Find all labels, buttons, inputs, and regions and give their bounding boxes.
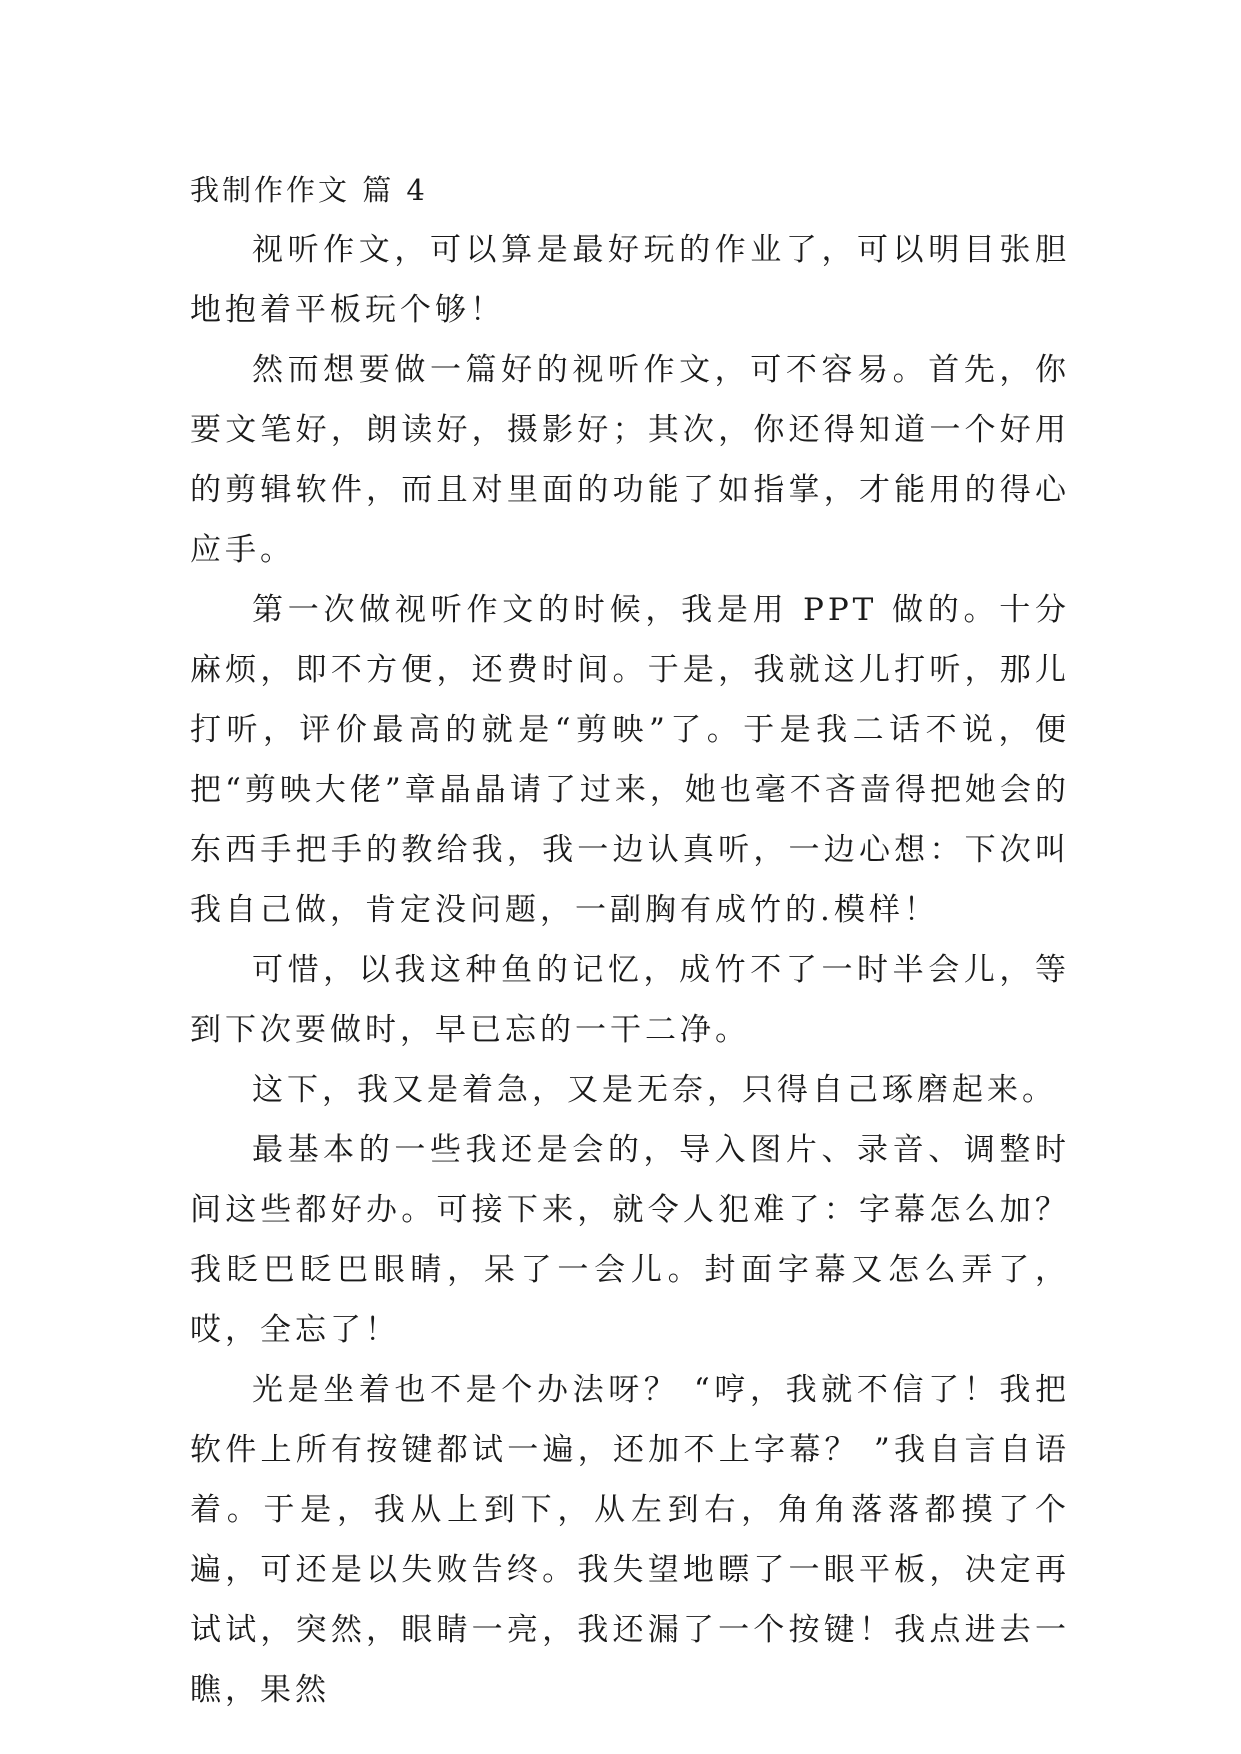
paragraph: 视听作文，可以算是最好玩的作业了，可以明目张胆地抱着平板玩个够！ — [190, 232, 1070, 328]
document-title: 我制作作文 篇 4 — [190, 173, 428, 207]
paragraph: 可惜，以我这种鱼的记忆，成竹不了一时半会儿，等到下次要做时，早已忘的一干二净。 — [190, 952, 1070, 1048]
document-body — [190, 160, 1070, 1720]
paragraph: 第一次做视听作文的时候，我是用 PPT 做的。十分麻烦，即不方便，还费时间。于是，我就这儿打听，那儿打听，评价最高的就是“剪映”了。于是我二话不说，便把“剪映大佬”章晶晶请了过来，她也毫不吝啬得把她会的东西手把手的教给我，我一边认真听，一边心想：下次叫我自己做，肯定没问题，一副胸有成竹的.模样！ — [190, 592, 1070, 928]
paragraph: 这下，我又是着急，又是无奈，只得自己琢磨起来。 — [252, 1072, 1057, 1108]
paragraph: 光是坐着也不是个办法呀？ “哼，我就不信了！我把软件上所有按键都试一遍，还加不上字幕？ ”我自言自语着。于是，我从上到下，从左到右，角角落落都摸了个遍，可还是以失败告终。我失望地瞟了一眼平板，决定再试试，突然，眼睛一亮，我还漏了一个按键！我点进去一瞧，果然 — [190, 1372, 1070, 1708]
paragraph: 最基本的一些我还是会的，导入图片、录音、调整时间这些都好办。可接下来，就令人犯难了：字幕怎么加？我眨巴眨巴眼睛，呆了一会儿。封面字幕又怎么弄了，哎，全忘了！ — [190, 1132, 1070, 1348]
paragraph: 然而想要做一篇好的视听作文，可不容易。首先，你要文笔好，朗读好，摄影好；其次，你还得知道一个好用的剪辑软件，而且对里面的功能了如指掌，才能用的得心应手。 — [190, 352, 1070, 568]
